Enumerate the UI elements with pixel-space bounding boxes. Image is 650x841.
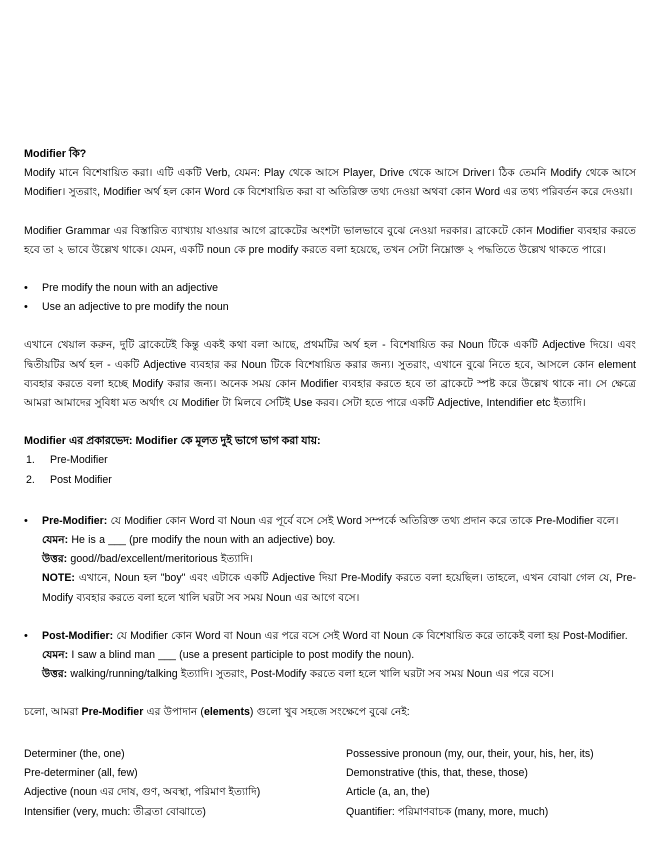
list-item: • Use an adjective to pre modify the noun [24,298,636,317]
types-heading: Modifier এর প্রকারভেদ: Modifier কে মূলত দুই ভাগে ভাগ করা যায়: [24,435,321,448]
spacer [24,203,636,222]
pre-modifier-example-label: যেমন: [42,534,69,547]
elements-intro-suffix: ) গুলো খুব সহজে সংক্ষেপে বুঝে নেই: [249,706,410,719]
modifier-definitions-list [24,512,636,685]
pre-modifier-answer-label: উত্তর: [42,553,68,566]
elements-intro-bold-part: Pre-Modifier [81,706,144,719]
post-modifier-example-line [42,646,636,665]
elements-left-column [24,745,330,823]
spacer [24,413,636,432]
list-item: Demonstrative (this, that, these, those) [346,767,528,780]
elements-two-column-list [24,745,636,823]
list-item: • Pre modify the noun with an adjective [24,279,636,298]
note-label: NOTE: [42,572,75,585]
elements-intro-bold-elements: elements [203,706,250,719]
list-item: Adjective (noun এর দোষ, গুণ, অবস্থা, পরিমাণ ইত্যাদি) [24,786,261,799]
pre-modifier-example-text: He is a ___ (pre modify the noun with an adjective) boy. [68,534,336,547]
intro-paragraph: Modify মানে বিশেষায়িত করা। এটি একটি Verb, যেমন: Play থেকে আসে Player, Drive থেকে আসে Driver। ঠিক তেমনি Modify থেকে আসে Modifier। সুতরাং, Modifier অর্থ হল কোন Word কে বিশেষায়িত করা বা অতিরিক্ত তথ্য দেওয়া অথবা কোন Word এর তথ্য পরিবর্তন করে দেওয়া। [24,167,636,199]
spacer [24,723,636,745]
list-item: Article (a, an, the) [346,786,430,799]
list-item: Pre-Modifier [50,454,108,467]
post-modifier-example-text: I saw a blind man ___ (use a present participle to post modify the noun). [68,649,415,662]
types-numbered-list [24,451,636,489]
post-modifier-section [24,627,636,685]
document-content [24,145,636,822]
page-title: Modifier কি? [24,148,87,160]
post-modifier-answer-text: walking/running/talking ইত্যাদি। সুতরাং, Post-Modify করতে বলা হলে খালি ঘরটা সব সময় Noun এর পরে বসে। [67,668,554,681]
list-item: Intensifier (very, much: তীব্রতা বোঝাতে) [24,805,206,818]
pre-modifier-section [24,512,636,608]
post-modifier-answer-label: উত্তর: [42,668,68,681]
spacer [24,317,636,336]
post-modifier-definition-line [42,627,636,646]
pre-modifier-label: Pre-Modifier: [42,514,108,527]
elements-intro-middle: এর উপাদান ( [143,706,204,719]
list-item: Determiner (the, one) [24,747,125,760]
two-ways-bullet-list [24,279,636,317]
pre-modifier-example-line [42,531,636,550]
grammar-paragraph: Modifier Grammar এর বিস্তারিত ব্যাখ্যায় যাওয়ার আগে ব্রাকেটের অংশটা ভালভাবে বুঝে নেওয়া দরকার। ব্রাকেটে কোন Modifier ব্যবহার করতে হবে তা ২ ভাবে উল্লেখ থাকে। যেমন, একটি noun কে pre modify করতে বলা হয়েছে, তখন সেটা নিম্নোক্ত ২ পদ্ধতিতে উল্লেখ থাকতে পারে। [24,224,636,256]
pre-modifier-definition-line [42,512,636,531]
post-modifier-example-label: যেমন: [42,649,69,662]
spacer [24,490,636,512]
post-modifier-label: Post-Modifier: [42,629,114,642]
note-text: এখানে, Noun হল "boy" এবং এটাকে একটি Adjective দিয়া Pre-Modify করতে বলা হয়েছিল। তাহলে, এখন বোঝা গেল যে, Pre-Modify ব্যবহার করতে বলা হলে খালি ঘরটা সব সময় Noun এর আগে বসে। [42,572,636,604]
explanation-paragraph: এখানে খেয়াল করুন, দুটি ব্রাকেটেই কিন্তু একই কথা বলা আছে, প্রথমটির অর্থ হল - বিশেষায়িত কর Noun টিকে একটি Adjective দিয়ে। এবং দ্বিতীয়টির অর্থ হল - একটি Adjective ব্যবহার কর Noun টিকে বিশেষায়িত করার জন্য। সুতরাং, এখানে বুঝে নিতে হবে, আসলে কোন element ব্যবহার করতে বলা হচ্ছে Modify করার জন্য। অনেক সময় কোন Modifier ব্যবহার করতে হবে তা ব্রাকেটে স্পষ্ট করে উল্লেখ থাকে না। সে ক্ষেত্রে আমরা আমাদের সুবিধা মত অর্থাৎ যে Modifier টা মিলবে সেটিই Use করব। সেটা হতে পারে একটি Adjective, Intendifier etc ইত্যাদি। [24,339,636,410]
elements-intro-prefix: চলো, আমরা [24,706,82,719]
list-item: Quantifier: পরিমাণবাচক (many, more, much) [346,805,549,818]
elements-right-column [330,745,636,823]
pre-modifier-answer-line [42,550,636,569]
list-item: Possessive pronoun (my, our, their, your, his, her, its) [346,747,594,760]
list-item: Pre-determiner (all, few) [24,767,138,780]
pre-modifier-answer-text: good//bad/excellent/meritorious ইত্যাদি। [67,553,253,566]
spacer [24,684,636,703]
pre-modifier-definition: যে Modifier কোন Word বা Noun এর পূর্বে বসে সেই Word সম্পর্কে অতিরিক্ত তথ্য প্রদান করে তাকে Pre-Modifier বলে। [107,514,619,527]
post-modifier-definition: যে Modifier কোন Word বা Noun এর পরে বসে সেই Word বা Noun কে বিশেষায়িত করে তাকেই বলা হয় Post-Modifier. [113,629,628,642]
pre-modifier-note-line [42,569,636,607]
elements-intro-line [24,703,636,722]
list-item: Post Modifier [50,473,112,486]
spacer [24,260,636,279]
post-modifier-answer-line [42,665,636,684]
